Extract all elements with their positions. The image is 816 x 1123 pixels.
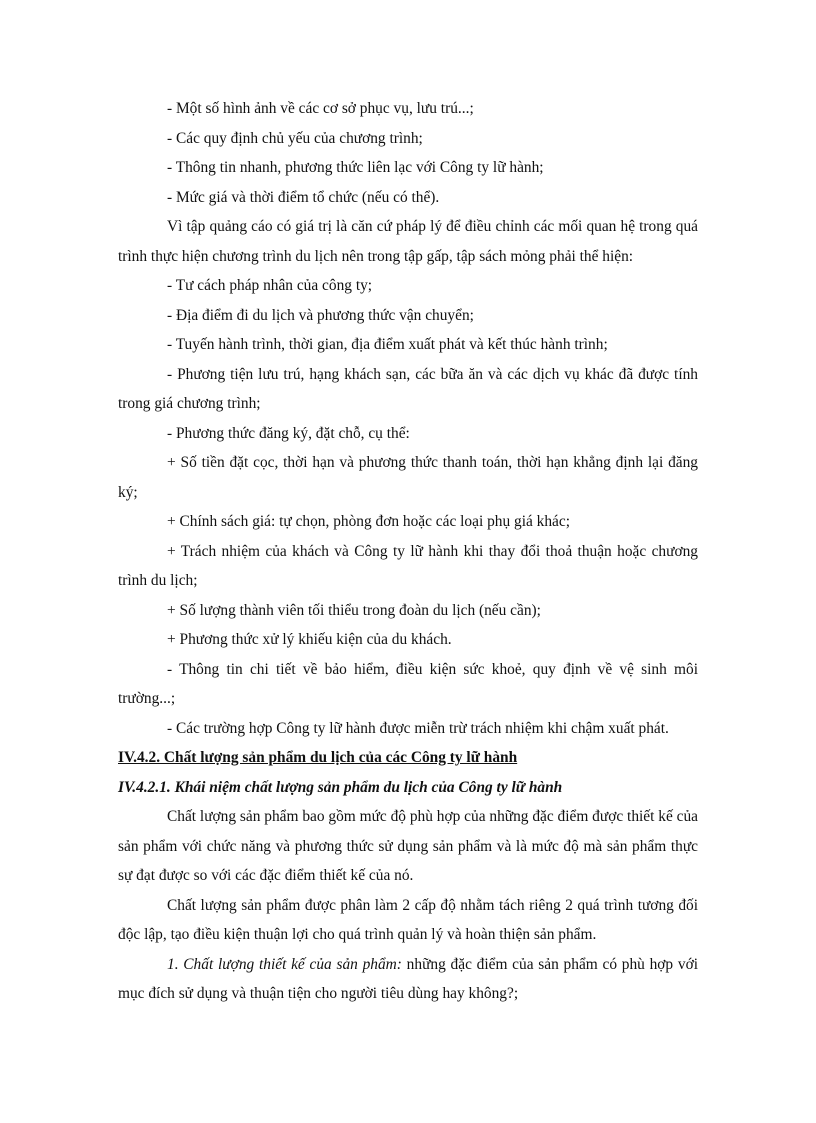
term-definition: những đặc điểm của sản phẩm có phù hợp với mục đích sử dụng và thuận tiện cho người tiêu dùng hay không?; bbox=[118, 955, 698, 1002]
body-paragraph-last bbox=[118, 950, 698, 1009]
list-item: - Tư cách pháp nhân của công ty; bbox=[167, 277, 373, 294]
sub-list-item: + Số tiền đặt cọc, thời hạn và phương thức thanh toán, thời hạn khẳng định lại đăng ký; bbox=[118, 454, 698, 501]
list-item: - Các quy định chủ yếu của chương trình; bbox=[167, 129, 423, 147]
sub-list-item: + Chính sách giá: tự chọn, phòng đơn hoặc các loại phụ giá khác; bbox=[167, 513, 570, 530]
list-item: - Địa điểm đi du lịch và phương thức vận chuyển; bbox=[167, 306, 474, 324]
section-heading: IV.4.2. Chất lượng sản phẩm du lịch của các Công ty lữ hành bbox=[118, 749, 518, 766]
term-label: 1. Chất lượng thiết kế của sản phẩm: bbox=[167, 955, 402, 973]
list-item: - Mức giá và thời điểm tổ chức (nếu có thể). bbox=[167, 188, 440, 206]
list-item: - Tuyến hành trình, thời gian, địa điểm xuất phát và kết thúc hành trình; bbox=[167, 336, 608, 353]
list-item: - Các trường hợp Công ty lữ hành được miễn trừ trách nhiệm khi chậm xuất phát. bbox=[167, 719, 669, 737]
paragraph: Vì tập quảng cáo có giá trị là căn cứ pháp lý để điều chỉnh các mối quan hệ trong quá trình thực hiện chương trình du lịch nên trong tập gấp, tập sách mỏng phải thể hiện: bbox=[118, 218, 698, 265]
document-page bbox=[118, 94, 698, 1009]
sub-list-item: + Số lượng thành viên tối thiểu trong đoàn du lịch (nếu cần); bbox=[167, 601, 541, 619]
subsection-heading: IV.4.2.1. Khái niệm chất lượng sản phẩm du lịch của Công ty lữ hành bbox=[118, 778, 563, 796]
sub-list-item: + Trách nhiệm của khách và Công ty lữ hành khi thay đổi thoả thuận hoặc chương trình du lịch; bbox=[118, 542, 698, 589]
body-paragraph: Chất lượng sản phẩm được phân làm 2 cấp độ nhằm tách riêng 2 quá trình tương đối độc lập, tạo điều kiện thuận lợi cho quá trình quản lý và hoàn thiện sản phẩm. bbox=[118, 896, 698, 943]
list-item: - Thông tin chi tiết về bảo hiểm, điều kiện sức khoẻ, quy định về vệ sinh môi trường...; bbox=[118, 660, 698, 707]
list-item: - Phương thức đăng ký, đặt chỗ, cụ thể: bbox=[167, 424, 410, 442]
list-item: - Phương tiện lưu trú, hạng khách sạn, các bữa ăn và các dịch vụ khác đã được tính trong giá chương trình; bbox=[118, 365, 698, 412]
sub-list-item: + Phương thức xử lý khiếu kiện của du khách. bbox=[167, 631, 452, 648]
body-paragraph: Chất lượng sản phẩm bao gồm mức độ phù hợp của những đặc điểm được thiết kế của sản phẩm với chức năng và phương thức sử dụng sản phẩm và là mức độ mà sản phẩm thực sự đạt được so với các đặc điểm thiết kế của nó. bbox=[118, 808, 698, 884]
list-item: - Một số hình ảnh về các cơ sở phục vụ, lưu trú...; bbox=[167, 100, 474, 117]
list-item: - Thông tin nhanh, phương thức liên lạc với Công ty lữ hành; bbox=[167, 159, 544, 176]
